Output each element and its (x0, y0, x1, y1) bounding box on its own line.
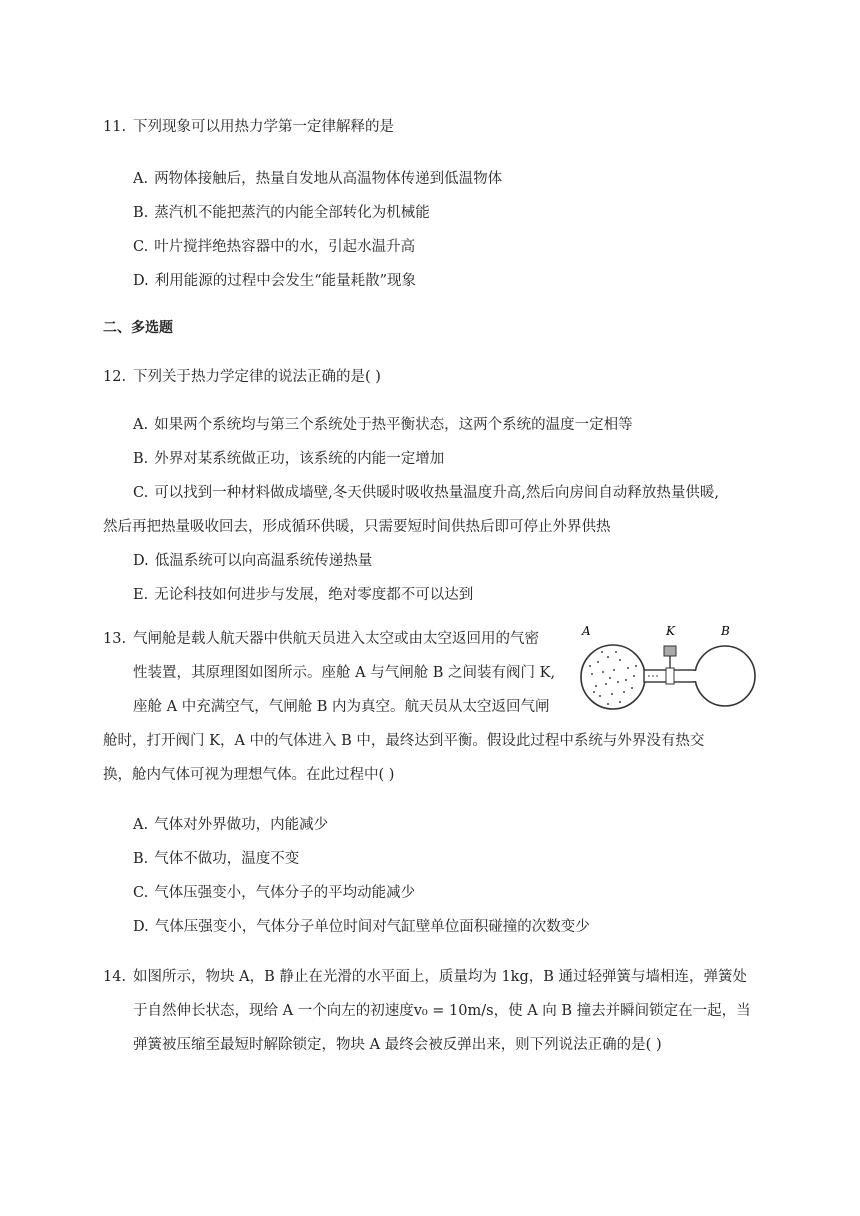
q13-option-b[interactable]: B. 气体不做功，温度不变 (133, 851, 300, 867)
q13-option-a[interactable]: A. 气体对外界做功，内能减少 (133, 817, 329, 833)
chamber-a (581, 645, 645, 709)
q11-option-b[interactable]: B. 蒸汽机不能把蒸汽的内能全部转化为机械能 (133, 205, 430, 221)
question-stem-line-4: 舱时，打开阀门 K，A 中的气体进入 B 中，最终达到平衡。假设此过程中系统与外界没有热交 (103, 733, 705, 749)
question-number: 14. (103, 969, 127, 985)
label-b: B (721, 624, 730, 638)
question-stem: 下列关于热力学定律的说法正确的是( ) (133, 369, 381, 385)
valve-handle (664, 646, 676, 656)
q11-option-d[interactable]: D. 利用能源的过程中会发生“能量耗散”现象 (133, 273, 417, 289)
q12-option-c-continued: 然后再把热量吸收回去，形成循环供暖，只需要短时间供热后即可停止外界供热 (103, 519, 611, 535)
question-13 (103, 622, 563, 656)
q12-option-e[interactable]: E. 无论科技如何进步与发展，绝对零度都不可以达到 (133, 587, 474, 603)
label-k: K (666, 624, 675, 638)
q11-option-c[interactable]: C. 叶片搅拌绝热容器中的水，引起水温升高 (133, 239, 416, 255)
question-number: 11. (103, 119, 127, 135)
question-stem-line-3: 座舱 A 中充满空气，气闸舱 B 内为真空。航天员从太空返回气闸 (133, 699, 550, 715)
chamber-b (695, 646, 755, 706)
q12-option-b[interactable]: B. 外界对某系统做正功，该系统的内能一定增加 (133, 451, 445, 467)
question-stem-line-2: 于自然伸长状态，现给 A 一个向左的初速度v₀ = 10m/s，使 A 向 B 撞去并瞬间锁定在一起，当 (133, 1003, 751, 1019)
question-stem: 下列现象可以用热力学第一定律解释的是 (133, 119, 394, 135)
question-stem-line-2: 性装置，其原理图如图所示。座舱 A 与气闸舱 B 之间装有阀门 K, (133, 665, 556, 681)
question-stem-line-5: 换，舱内气体可视为理想气体。在此过程中( ) (103, 767, 395, 783)
q12-option-c[interactable]: C. 可以找到一种材料做成墙壁,冬天供暖时吸收热量温度升高,然后向房间自动释放热量供暖, (133, 485, 720, 501)
q12-option-d[interactable]: D. 低温系统可以向高温系统传递热量 (133, 553, 373, 569)
q13-option-d[interactable]: D. 气体压强变小，气体分子单位时间对气缸壁单位面积碰撞的次数变少 (133, 919, 590, 935)
q12-option-a[interactable]: A. 如果两个系统均与第三个系统处于热平衡状态，这两个系统的温度一定相等 (133, 417, 633, 433)
question-number: 13. (103, 631, 127, 647)
valve-k (666, 668, 674, 684)
q11-option-a[interactable]: A. 两物体接触后，热量自发地从高温物体传递到低温物体 (133, 171, 503, 187)
question-14 (103, 960, 763, 994)
gas-particles (589, 651, 637, 705)
q13-option-c[interactable]: C. 气体压强变小，气体分子的平均动能减少 (133, 885, 416, 901)
question-12 (103, 360, 763, 394)
question-11 (103, 110, 763, 144)
airlock-diagram (578, 622, 758, 714)
section-header: 二、多选题 (103, 320, 173, 336)
question-number: 12. (103, 369, 127, 385)
question-stem-line-1: 如图所示，物块 A，B 静止在光滑的水平面上，质量均为 1kg，B 通过轻弹簧与墙相连，弹簧处 (133, 969, 748, 985)
label-a: A (582, 624, 591, 638)
question-stem-line-1: 气闸舱是载人航天器中供航天员进入太空或由太空返回用的气密 (133, 631, 539, 647)
question-stem-line-3: 弹簧被压缩至最短时解除锁定，物块 A 最终会被反弹出来，则下列说法正确的是( ) (133, 1037, 662, 1053)
